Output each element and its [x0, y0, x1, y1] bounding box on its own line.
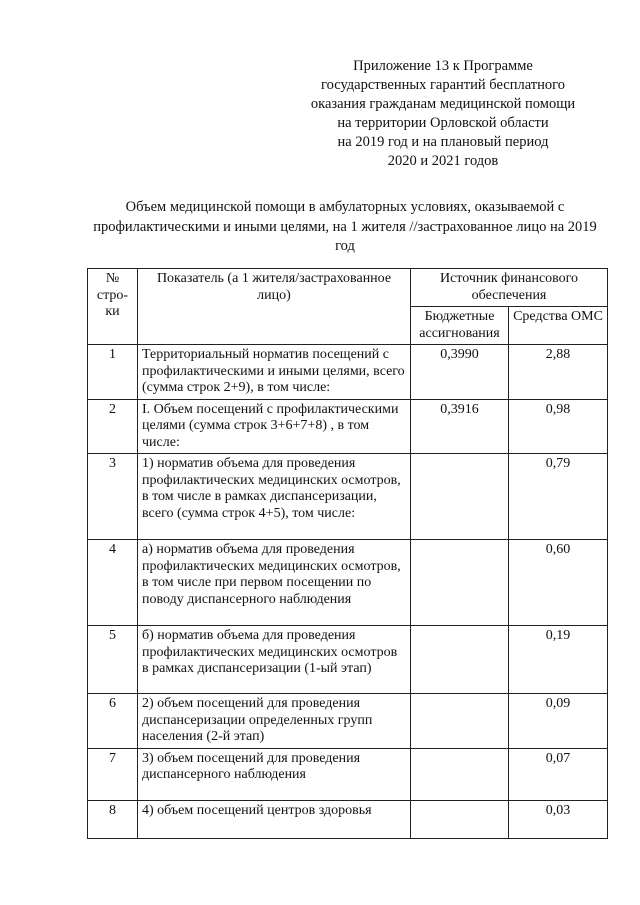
- header-budget: Бюджетные ассигнования: [411, 307, 509, 345]
- row-budget-value: 0,3916: [411, 399, 509, 454]
- row-number: 7: [88, 748, 138, 800]
- row-label: 3) объем посещений для проведения диспансерного наблюдения: [138, 748, 411, 800]
- row-label: Территориальный норматив посещений с профилактическими и иными целями, всего (сумма строк 2+9), в том числе:: [138, 345, 411, 400]
- appendix-line: Приложение 13 к Программе: [353, 58, 533, 74]
- document-title: Объем медицинской помощи в амбулаторных условиях, оказываемой с профилактическими и иными целями, на 1 жителя //застрахованное лицо на 2019 год: [93, 199, 597, 254]
- header-indicator: Показатель (а 1 жителя/застрахованное лицо): [138, 269, 411, 345]
- table-row: [88, 454, 608, 540]
- header-row-number: № стро-ки: [88, 269, 138, 345]
- table-row: [88, 540, 608, 626]
- row-oms-value: 0,60: [509, 540, 608, 626]
- appendix-line: 2020 и 2021 годов: [387, 153, 499, 169]
- row-budget-value: [411, 540, 509, 626]
- row-label: 2) объем посещений для проведения диспансеризации определенных групп населения (2-й этап): [138, 694, 411, 749]
- table-row: [88, 399, 608, 454]
- table-row: [88, 800, 608, 838]
- volume-table: [87, 268, 608, 839]
- row-label: а) норматив объема для проведения профилактических медицинских осмотров, в том числе при первом посещении по поводу диспансерного наблюдения: [138, 540, 411, 626]
- table-row: [88, 345, 608, 400]
- row-number: 2: [88, 399, 138, 454]
- table-header-row: [88, 269, 608, 307]
- row-number: 6: [88, 694, 138, 749]
- appendix-line: государственных гарантий бесплатного: [321, 77, 565, 93]
- row-number: 3: [88, 454, 138, 540]
- header-oms: Средства ОМС: [509, 307, 608, 345]
- row-oms-value: 0,07: [509, 748, 608, 800]
- row-oms-value: 0,19: [509, 626, 608, 694]
- row-label: 4) объем посещений центров здоровья: [138, 800, 411, 838]
- row-budget-value: 0,3990: [411, 345, 509, 400]
- appendix-line: на территории Орловской области: [337, 115, 549, 131]
- row-number: 4: [88, 540, 138, 626]
- row-oms-value: 0,03: [509, 800, 608, 838]
- table-row: [88, 748, 608, 800]
- appendix-line: оказания гражданам медицинской помощи: [310, 96, 576, 112]
- row-budget-value: [411, 454, 509, 540]
- row-oms-value: 0,79: [509, 454, 608, 540]
- row-number: 5: [88, 626, 138, 694]
- appendix-heading: [300, 57, 586, 171]
- appendix-line: на 2019 год и на плановый период: [337, 134, 549, 150]
- row-oms-value: 0,98: [509, 399, 608, 454]
- row-number: 8: [88, 800, 138, 838]
- row-budget-value: [411, 626, 509, 694]
- row-label: 1) норматив объема для проведения профилактических медицинских осмотров, в том числе в рамках диспансеризации, всего (сумма строк 4+5), том числе:: [138, 454, 411, 540]
- row-budget-value: [411, 694, 509, 749]
- row-budget-value: [411, 800, 509, 838]
- row-oms-value: 2,88: [509, 345, 608, 400]
- table-row: [88, 626, 608, 694]
- row-label: I. Объем посещений с профилактическими целями (сумма строк 3+6+7+8) , в том числе:: [138, 399, 411, 454]
- row-number: 1: [88, 345, 138, 400]
- row-oms-value: 0,09: [509, 694, 608, 749]
- row-budget-value: [411, 748, 509, 800]
- header-funding-source: Источник финансового обеспечения: [411, 269, 608, 307]
- table-row: [88, 694, 608, 749]
- row-label: б) норматив объема для проведения профилактических медицинских осмотров в рамках диспансеризации (1-ый этап): [138, 626, 411, 694]
